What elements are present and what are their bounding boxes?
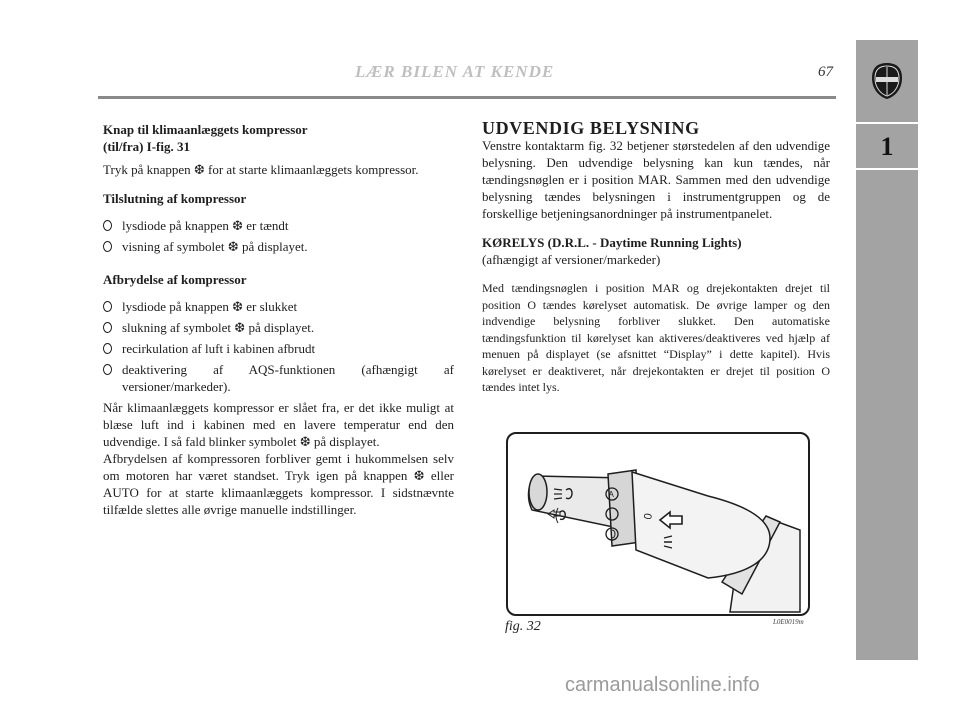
left-column — [103, 121, 454, 518]
drl-subheading: (afhængigt af versioner/markeder) — [482, 252, 661, 267]
compressor-off-paragraph: Når klimaanlæggets kompressor er slået fra, er det ikke muligt at blæse luft ind i kabinen med en lavere temperatur end den udvendige. I så fald blinker symbolet ❆ på displayet. — [103, 400, 454, 449]
lighting-intro: Venstre kontaktarm fig. 32 betjener størstedelen af den udvendige belysning. Den udvendige belysning kan kun tændes, når tændingsnøglen er i position MAR. Sammen med den udvendige belysning tændes belysningen i instrumentgruppen og de forskellige betjeningsanordninger på instrumentpanelet. — [482, 138, 830, 221]
bullet-icon — [103, 220, 112, 231]
compressor-heading-line1: Knap til klimaanlæggets kompressor — [103, 122, 308, 137]
compressor-memory-paragraph: Afbrydelsen af kompressoren forbliver gemt i hukommelsen selv om motoren har været standset. Tryk igen på knappen ❆ eller AUTO for at starte klimaanlæggets kompressor. I sidstnævnte tilfælde slettes alle øvrige manuelle indstillinger. — [103, 451, 454, 517]
list-item: lysdiode på knappen ❆ er tændt — [103, 217, 454, 234]
lancia-shield-icon — [871, 62, 903, 100]
drl-paragraph: Med tændingsnøglen i position MAR og drejekontakten drejet til position O tændes kørelyset automatisk. De øvrige lamper og den indvendige belysning forbliver slukket. Den automatiske tændingsfunktion til kørelyset kan aktiveres/deaktiveres ved hjælp af menuen på displayet (se afsnittet “Display” i dette kapitel). Hvis kørelyset er deaktiveret, når drejekontakten er drejet til position O tændes intet lys. — [482, 281, 830, 394]
svg-text:A: A — [608, 490, 614, 499]
bullet-icon — [103, 343, 112, 354]
bullet-icon — [103, 364, 112, 375]
list-item: deaktivering af AQS-funktionen (afhængigt af versioner/markeder). — [103, 361, 454, 395]
list-item: recirkulation af luft i kabinen afbrudt — [103, 340, 454, 357]
figure-caption: fig. 32 — [505, 619, 541, 634]
compressor-heading-line2: (til/fra) I-fig. 31 — [103, 139, 191, 154]
page-header-title: LÆR BILEN AT KENDE — [355, 62, 555, 81]
right-column — [482, 120, 830, 396]
drl-heading: KØRELYS (D.R.L. - Daytime Running Lights) — [482, 235, 742, 250]
list-item: visning af symbolet ❆ på displayet. — [103, 238, 454, 255]
bullet-icon — [103, 301, 112, 312]
switch-position-label: 0 — [642, 512, 656, 521]
sidebar-divider-bottom — [856, 168, 918, 170]
watermark-link[interactable]: carmanualsonline.info — [565, 674, 760, 696]
list-item: lysdiode på knappen ❆ er slukket — [103, 298, 454, 315]
page-number: 67 — [818, 64, 833, 80]
compressor-intro: Tryk på knappen ❆ for at starte klimaanlæggets kompressor. — [103, 162, 419, 177]
chapter-number: 1 — [880, 132, 894, 161]
figure-frame — [506, 432, 810, 616]
figure-code: L0E0019m — [773, 618, 804, 626]
disconnection-heading: Afbrydelse af kompressor — [103, 272, 247, 287]
bullet-icon — [103, 322, 112, 333]
connection-heading: Tilslutning af kompressor — [103, 191, 247, 206]
section-title: UDVENDIG BELYSNING — [482, 118, 700, 138]
light-switch-illustration — [508, 434, 808, 614]
sidebar-divider-top — [856, 122, 918, 124]
bullet-icon — [103, 241, 112, 252]
list-item: slukning af symbolet ❆ på displayet. — [103, 319, 454, 336]
header-rule — [98, 96, 836, 99]
